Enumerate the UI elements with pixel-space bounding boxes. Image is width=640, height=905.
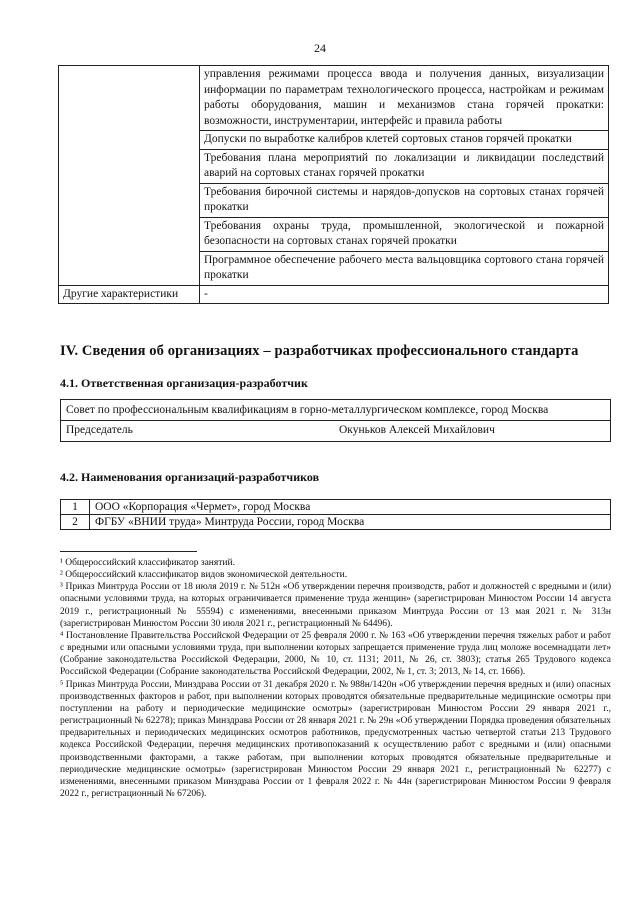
table-cell: управления режимами процесса ввода и получения данных, визуализации информации по параметрам технологического процесса, настройкам и режимам работы оборудования, машин и механизмов стана горячей прокатки: возможности, инструментарии, интерфейс и правила работы [200, 66, 609, 131]
footnote-separator [60, 551, 197, 552]
footnote: ⁵ Приказ Минтруда России, Минздрава России от 31 декабря 2020 г. № 988н/1420н «Об утверждении перечня вредных и (или) опасных производственных факторов и работ, при выполнении которых проводятся обязательные предварительные медицинские осмотры при поступлении на работу и периодические медицинские осмотры» (зарегистрирован Минюстом России 29 января 2021 г., регистрационный № 62278); приказ Минздрава России от 28 января 2021 г. № 29н «Об утверждении Порядка проведения обязательных предварительных и периодических медицинских осмотров работников, предусмотренных частью четвертой статьи 213 Трудового кодекса Российской Федерации, перечня медицинских противопоказаний к осуществлению работ с вредными и (или) опасными производственными факторами, а также работам, при выполнении которых проводятся обязательные предварительные и периодические медицинские осмотры» (зарегистрирован Минюстом России 29 января 2021 г., регистрационный № 62277) с изменениями, внесенными приказом Минздрава России от 1 февраля 2022 г. № 44н (зарегистрирован Минюстом России 9 февраля 2022 г., регистрационный № 67206). [60, 679, 611, 799]
organization-name: Совет по профессиональным квалификациям в горно-металлургическом комплексе, город Москва [61, 400, 610, 421]
chairman-role: Председатель [66, 424, 133, 436]
footnote: ⁴ Постановление Правительства Российской Федерации от 25 февраля 2000 г. № 163 «Об утверждении перечня тяжелых работ и работ с вредными или опасными условиями труда, при выполнении которых запрещается применение труда лиц моложе восемнадцати лет» (Собрание законодательства Российской Федерации, 2000, № 10, ст. 1131; 2011, № 26, ст. 3803); статья 265 Трудового кодекса Российской Федерации (Собрание законодательства Российской Федерации, 2002, № 1, ст. 3; 2013, № 14, ст. 1666). [60, 630, 611, 678]
table-cell-empty [59, 66, 200, 286]
table-row [61, 500, 611, 515]
footnote: ³ Приказ Минтруда России от 18 июля 2019 г. № 512н «Об утверждении перечня производств, работ и должностей с вредными и (или) опасными условиями труда, на которых ограничивается применение труда женщин» (зарегистрирован Минюстом России 14 августа 2019 г., регистрационный № 55594) с изменениями, внесенными приказом Минтруда России от 13 мая 2021 г. № 313н (зарегистрирован Минюстом России 30 июля 2021 г., регистрационный № 64496). [60, 582, 611, 629]
developer-name: ФГБУ «ВНИИ труда» Минтруда России, город Москва [90, 515, 611, 530]
footnotes [60, 557, 611, 800]
table-row [61, 515, 611, 530]
subsection-heading-responsible: 4.1. Ответственная организация-разработчик [60, 376, 308, 390]
table-cell: Программное обеспечение рабочего места вальцовщика сортового стана горячей прокатки [200, 251, 609, 285]
other-characteristics-value: - [200, 285, 609, 304]
developer-name: ООО «Корпорация «Чермет», город Москва [90, 500, 611, 515]
footnote: ¹ Общероссийский классификатор занятий. [60, 558, 235, 568]
other-characteristics-label: Другие характеристики [59, 285, 200, 304]
table-cell: Требования охраны труда, промышленной, экологической и пожарной безопасности на сортовых станах горячей прокатки [200, 217, 609, 251]
table-cell: Требования плана мероприятий по локализации и ликвидации последствий аварий на сортовых станах горячей прокатки [200, 149, 609, 183]
footnote: ² Общероссийский классификатор видов экономической деятельности. [60, 570, 348, 581]
subsection-heading-developers: 4.2. Наименования организаций-разработчиков [60, 470, 320, 484]
page-number: 24 [314, 41, 326, 55]
table-cell: Допуски по выработке калибров клетей сортовых станов горячей прокатки [200, 131, 609, 150]
row-number: 2 [61, 515, 90, 530]
table-row [59, 285, 609, 304]
section-heading: IV. Сведения об организациях – разработчиках профессионального стандарта [60, 343, 579, 359]
responsible-organization-box [60, 399, 611, 442]
table-cell: Требования бирочной системы и нарядов-допусков на сортовых станах горячей прокатки [200, 183, 609, 217]
knowledge-table [58, 65, 609, 304]
table-row [59, 66, 609, 131]
chairman-row [61, 421, 610, 441]
developers-table [60, 499, 611, 530]
row-number: 1 [61, 500, 90, 515]
chairman-name: Окуньков Алексей Михайлович [339, 424, 495, 436]
